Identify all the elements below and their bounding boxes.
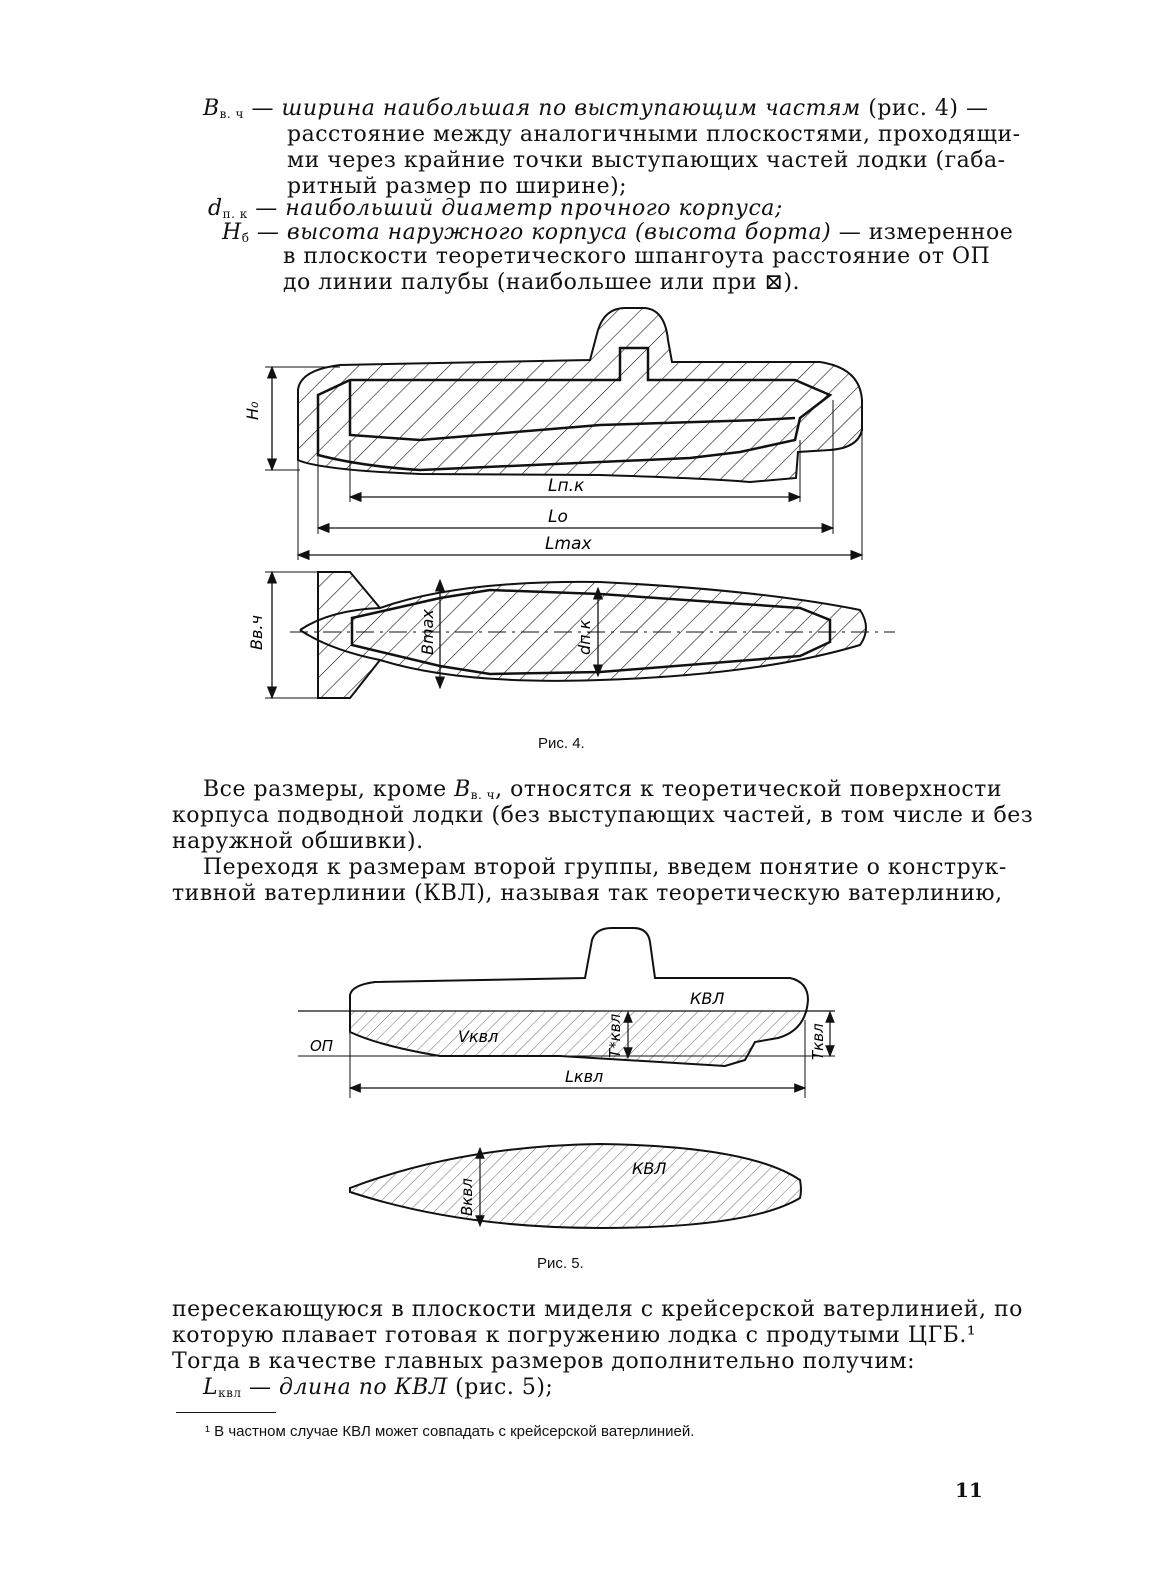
page-number: 11 — [955, 1478, 983, 1502]
fig5-label-tkvl-star: T*квл — [606, 1013, 624, 1058]
def-bvch: $B_{в. ч}$ — ширина наибольшая по выступающим частям (рис. 4) — — [203, 96, 989, 121]
para2-line2: тивной ватерлинии (КВЛ), называя так теоретическую ватерлинию, — [172, 881, 1003, 906]
para3-line1: пересекающуюся в плоскости миделя с крейсерской ватерлинией, по — [172, 1297, 1023, 1322]
fig5-plan — [350, 1144, 801, 1228]
fig5-caption: Рис. 5. — [537, 1255, 584, 1272]
para1-line3: наружной обшивки). — [172, 829, 424, 854]
def-bvch-cont-3: ритный размер по ширине); — [287, 174, 628, 199]
fig4-label-lo: Lо — [548, 507, 568, 527]
fig5-label-tkvl: Tквл — [809, 1023, 827, 1060]
fig5-label-vkvl: Vквл — [458, 1027, 499, 1046]
fig4-label-dpk: dп.к — [575, 619, 594, 655]
def-lkvl: $L_{квл}$ — длина по КВЛ (рис. 5); — [203, 1375, 554, 1400]
def-hb: $H_б$ — высота наружного корпуса (высота борта) — измеренное — [222, 220, 1014, 245]
para3-line2: которую плавает готовая к погружению лодка с продутыми ЦГБ.¹ — [172, 1323, 977, 1348]
footnote-rule — [176, 1412, 276, 1413]
fig4-caption: Рис. 4. — [538, 735, 585, 752]
footnote: ¹ В частном случае КВЛ может совпадать с крейсерской ватерлинией. — [205, 1423, 695, 1440]
para1-line1: Все размеры, кроме $B_{в. ч}$, относятся к теоретической поверхности — [203, 777, 1003, 802]
fig5-label-kvl2: КВЛ — [632, 1159, 667, 1178]
def-dpk: $d_{п. к}$ — наибольший диаметр прочного корпуса; — [208, 196, 783, 221]
para2-line1: Переходя к размерам второй группы, введем понятие о конструк- — [203, 855, 1007, 880]
figure-5 — [0, 920, 1163, 1250]
figure-4 — [0, 0, 1163, 740]
def-hb-cont-2: до линии палубы (наибольшее или при ⊠). — [283, 270, 801, 295]
fig4-label-bvch: Bв.ч — [247, 615, 266, 650]
fig5-label-op: ОП — [310, 1037, 334, 1055]
fig4-label-bmax: Bmax — [418, 609, 437, 655]
fig5-label-bkvl: Bквл — [458, 1178, 476, 1216]
def-bvch-cont-2: ми через крайние точки выступающих частей лодки (габа- — [287, 148, 1006, 173]
fig5-label-lkvl: Lквл — [565, 1067, 604, 1086]
fig4-outer-hull — [298, 308, 862, 482]
fig4-label-lmax: Lmax — [545, 534, 592, 554]
def-bvch-cont-1: расстояние между аналогичными плоскостями, проходящи- — [287, 122, 1021, 147]
def-hb-cont-1: в плоскости теоретического шпангоута расстояние от ОП — [283, 244, 991, 269]
fig4-label-h: H₀ — [243, 401, 262, 420]
fig5-label-kvl: КВЛ — [690, 989, 725, 1008]
fig4-label-lpk: Lп.к — [548, 476, 585, 496]
para1-line2: корпуса подводной лодки (без выступающих частей, в том числе и без — [172, 803, 1034, 828]
para3-line3: Тогда в качестве главных размеров дополнительно получим: — [172, 1349, 916, 1374]
